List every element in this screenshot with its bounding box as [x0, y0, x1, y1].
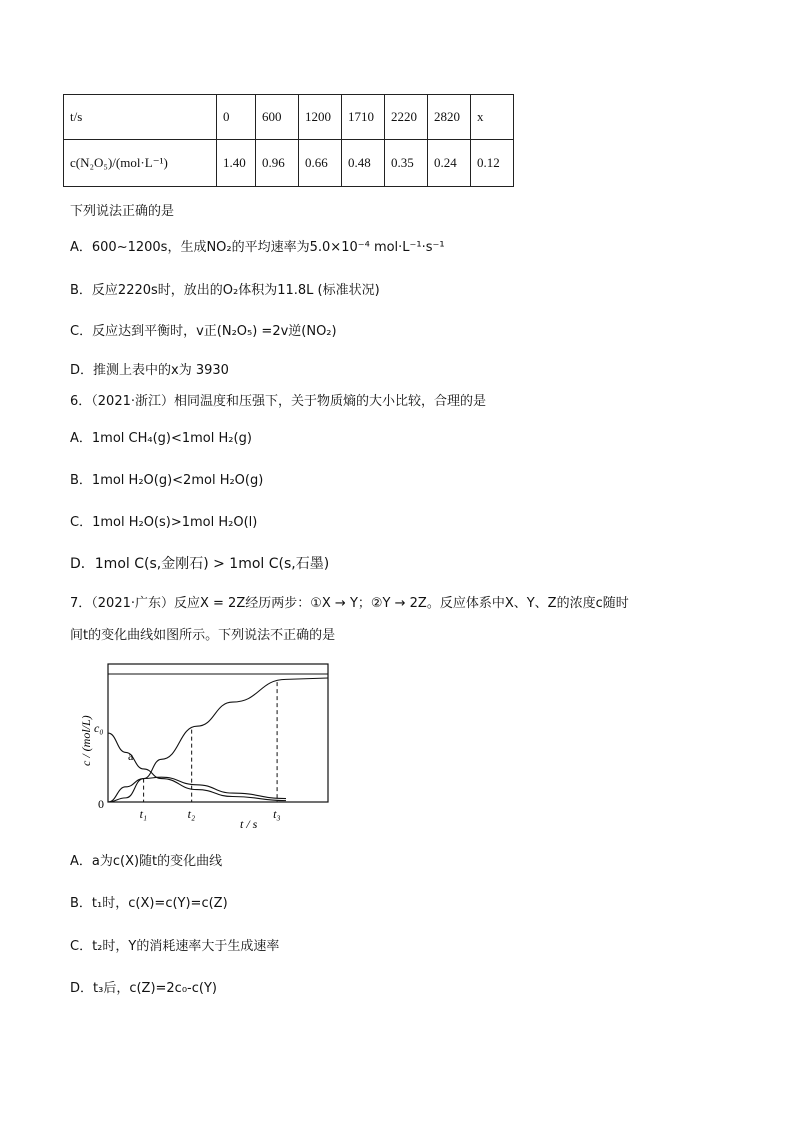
plot-frame — [108, 664, 328, 802]
concentration-time-chart — [70, 656, 330, 831]
series-a-label: a — [128, 749, 134, 763]
table-row — [64, 95, 514, 140]
table-cell: 0.48 — [342, 140, 385, 187]
x-tick-label: t₃ — [273, 807, 281, 821]
q5-option-d: D．推测上表中的x为 3930 — [70, 363, 229, 378]
table-row — [64, 140, 514, 187]
q6-option-b: B．1mol H₂O(g)<2mol H₂O(g) — [70, 473, 264, 488]
q7-option-c: C．t₂时，Y的消耗速率大于生成速率 — [70, 939, 280, 954]
table-cell: 2820 — [428, 95, 471, 140]
series-line-extension — [286, 678, 328, 679]
y-tick-label: c₀ — [94, 721, 104, 735]
q6-option-a: A．1mol CH₄(g)<1mol H₂(g) — [70, 431, 252, 446]
table-cell: 0.96 — [256, 140, 299, 187]
concentration-table — [63, 94, 514, 187]
q5-option-a: A．600~1200s，生成NO₂的平均速率为5.0×10⁻⁴ mol·L⁻¹·s⁻¹ — [70, 240, 445, 255]
table-cell: 0 — [217, 95, 256, 140]
table-cell: 1.40 — [217, 140, 256, 187]
table-cell: 0.66 — [299, 140, 342, 187]
q5-option-c: C．反应达到平衡时，v正(N₂O₅) =2v逆(NO₂) — [70, 324, 337, 339]
table-cell: 0.12 — [471, 140, 514, 187]
table-cell: 1710 — [342, 95, 385, 140]
q7-option-d: D．t₃后，c(Z)=2c₀-c(Y) — [70, 981, 217, 996]
q6-option-d: D．1mol C(s,金刚石) > 1mol C(s,石墨) — [70, 556, 330, 572]
table-cell: 1200 — [299, 95, 342, 140]
y-tick-label: 0 — [98, 797, 104, 811]
table-header-time: t/s — [64, 95, 217, 140]
q7-stem-line2: 间t的变化曲线如图所示。下列说法不正确的是 — [70, 628, 336, 643]
q7-option-a: A．a为c(X)随t的变化曲线 — [70, 854, 223, 869]
table-header-concentration: c(N₂O₅)/(mol·L⁻¹) — [64, 140, 217, 187]
q6-stem: 6．（2021·浙江）相同温度和压强下，关于物质熵的大小比较，合理的是 — [70, 394, 486, 409]
q6-option-c: C．1mol H₂O(s)>1mol H₂O(l) — [70, 515, 258, 530]
series-line-3 — [108, 679, 286, 802]
table-cell: 0.24 — [428, 140, 471, 187]
table-cell: 600 — [256, 95, 299, 140]
table-cell: x — [471, 95, 514, 140]
q5-prompt: 下列说法正确的是 — [70, 204, 175, 219]
q7-stem-line1: 7．（2021·广东）反应X = 2Z经历两步：①X → Y；②Y → 2Z。反应体系中X、Y、Z的浓度c随时 — [70, 596, 629, 611]
q5-option-b: B．反应2220s时，放出的O₂体积为11.8L (标准状况) — [70, 283, 380, 298]
x-axis-label: t / s — [240, 817, 258, 831]
x-tick-label: t₂ — [187, 807, 196, 821]
table-cell: 2220 — [385, 95, 428, 140]
table-cell: 0.35 — [385, 140, 428, 187]
x-tick-label: t₁ — [139, 807, 148, 821]
series-line-1 — [108, 733, 286, 801]
q7-option-b: B．t₁时，c(X)=c(Y)=c(Z) — [70, 896, 228, 911]
chart-svg — [70, 656, 330, 831]
y-axis-label: c / (mol/L) — [79, 715, 93, 766]
